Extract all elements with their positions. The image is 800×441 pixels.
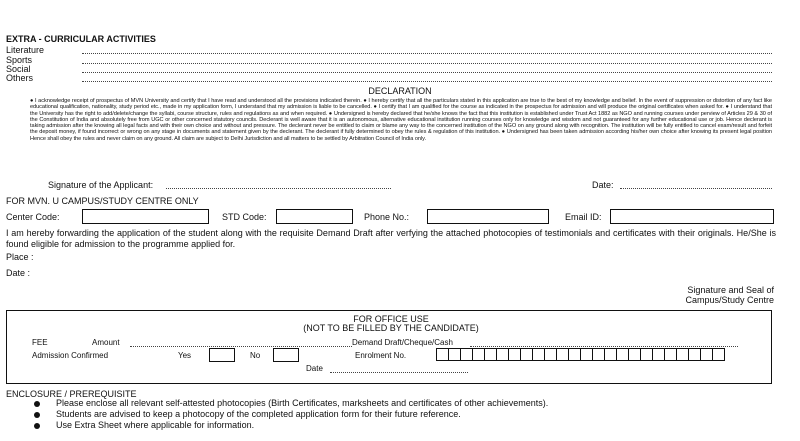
amount-label: Amount: [92, 338, 120, 347]
extra-row-label: Others: [6, 73, 34, 83]
phone-label: Phone No.:: [364, 212, 410, 222]
std-code-input[interactable]: [276, 209, 353, 224]
enrolment-digit-box[interactable]: [712, 348, 725, 361]
literature-field[interactable]: [82, 47, 772, 54]
enclosure-heading: ENCLOSURE / PREREQUISITE: [6, 389, 137, 399]
amount-field[interactable]: [130, 340, 352, 347]
extra-row-label: Literature: [6, 45, 45, 55]
others-field[interactable]: [82, 75, 772, 82]
declaration-text: ● I acknowledge receipt of prospectus of MVN University and certify that I have read and understood all the provisions indicated therein. ● I hereby certify that all the particulars stated in this application are true to the best of my knowledge and belief. In the event of suppression or distortion of any fact like educational qualification, nationality, study period etc., made in my application form, I understand that my admission is liable to be cancelled. ● I certify that I am qualified for the course as indicated in the prospectus for admission and will produce the original certificates when asked for. ● I understand that the University has the right to add/delete/change the syllabi, course structure, rules and regulations as and when required. ● Undersigned is hereby declared that he/she knows the fact that this institution is established under Trust Act 1882 as NGO and running courses under perview of Articles 29 & 30 of the Constitution of India and absolutely free from UGC or other concerned statutory councils. Declerant is well aware that it is an autonomous, alternative educational institution running courses only for knowledge and wisdom and not guaranteed for any further educational use or job. Hence declerant is taking admission after the knowing all legal facts and with their own choice and without and pressure. The declerant never be entitled to claim or blame any way to the concerned institution of the NGO on any ground along with recognition. The institution will be fully entitled to cancel exam/result and forfeit the deposit money, if found incorrect or wrong on any stage in documents and statement given by the declerant. The declerant if fully determined to obey the rules & regulation of this institution. ● Undersigned has been taken admission according his/her own choice after knowing its present legal position Hence shall obey the rules and never claim on any ground. All claim are subject to Delhi Jurisdiction and all matters to be settled by Arbitration Council of India only.: [30, 98, 772, 142]
yes-checkbox[interactable]: [209, 348, 235, 362]
bullet-icon: [34, 423, 40, 429]
payment-mode-field[interactable]: [470, 340, 738, 347]
sports-field[interactable]: [82, 57, 772, 64]
campus-signature-label-1: Signature and Seal of: [687, 285, 774, 295]
enrolment-number-boxes[interactable]: [436, 348, 724, 366]
std-code-label: STD Code:: [222, 212, 267, 222]
yes-label: Yes: [178, 351, 192, 360]
applicant-signature-field[interactable]: [166, 182, 391, 189]
applicant-signature-label: Signature of the Applicant:: [48, 180, 154, 190]
no-checkbox[interactable]: [273, 348, 299, 362]
extra-row-label: Sports: [6, 55, 33, 65]
no-label: No: [250, 351, 261, 360]
extra-curricular-heading: EXTRA - CURRICULAR ACTIVITIES: [6, 34, 156, 44]
enrolment-label: Enrolment No.: [355, 351, 407, 360]
office-date-label: Date: [306, 364, 323, 373]
signature-date-field[interactable]: [620, 182, 772, 189]
office-date-field[interactable]: [330, 366, 468, 373]
signature-date-label: Date:: [592, 180, 614, 190]
email-label: Email ID:: [565, 212, 602, 222]
place-label: Place :: [6, 252, 34, 262]
campus-date-label: Date :: [6, 268, 31, 278]
office-use-subtitle: (NOT TO BE FILLED BY THE CANDIDATE): [303, 323, 479, 333]
bullet-icon: [34, 401, 40, 407]
phone-input[interactable]: [427, 209, 549, 224]
forwarding-statement: I am hereby forwarding the application of the student along with the requisite Demand Draft after verfying the attached photocopies of testimonials and certificates with their originals. He/She is found eligible for admission to the programme applied for.: [6, 228, 776, 249]
campus-signature-label-2: Campus/Study Centre: [685, 295, 774, 305]
extra-row-label: Social: [6, 64, 31, 74]
fee-label: FEE: [32, 338, 48, 347]
center-code-label: Center Code:: [6, 212, 60, 222]
bullet-icon: [34, 412, 40, 418]
center-code-input[interactable]: [82, 209, 209, 224]
admission-confirmed-label: Admission Confirmed: [32, 351, 109, 360]
enclosure-item: Students are advised to keep a photocopy of the completed application form for their future reference.: [56, 409, 461, 419]
campus-heading: FOR MVN. U CAMPUS/STUDY CENTRE ONLY: [6, 196, 199, 206]
enclosure-item: Use Extra Sheet where applicable for information.: [56, 420, 255, 430]
declaration-heading: DECLARATION: [368, 86, 432, 96]
payment-mode-label: Demand Draft/Cheque/Cash: [352, 338, 453, 347]
enclosure-item: Please enclose all relevant self-attested photocopies (Birth Certificates, marksheets and certificates of other achievements).: [56, 398, 549, 408]
email-input[interactable]: [610, 209, 774, 224]
office-use-title: FOR OFFICE USE: [353, 314, 429, 324]
social-field[interactable]: [82, 66, 772, 73]
